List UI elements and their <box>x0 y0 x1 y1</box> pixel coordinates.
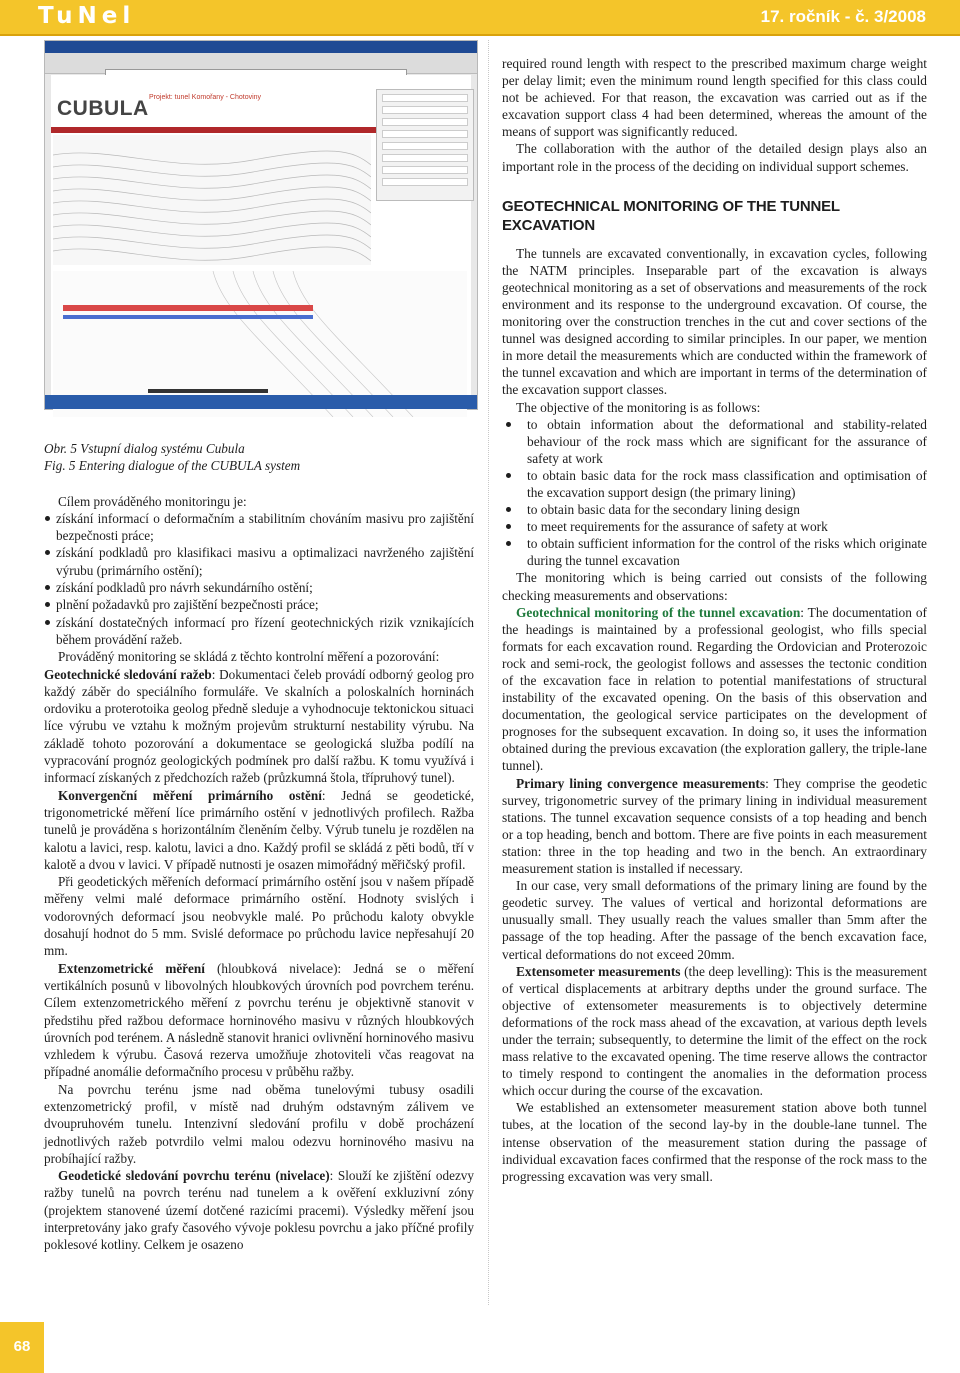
paragraph: Prováděný monitoring se skládá z těchto kontrolní měření a pozorování: <box>58 649 440 665</box>
browser-toolbar <box>45 53 477 74</box>
objectives-list-cz <box>44 510 474 648</box>
paragraph: required round length with respect to the prescribed maximum charge weight per delay limit; even the minimum round length specified for this class could not be achieved. For that reason, the excavation was carried out as if the excavation support class 4 had been determined, whereas the amount of the means of support was significantly reduced. <box>502 56 927 140</box>
list-item: získání podkladů pro klasifikaci masivu a optimalizaci navrženého zajištění výrubu (primárního ostění); <box>44 544 474 579</box>
term-surface-levelling: Geodetické sledování povrchu terénu (nivelace) <box>58 1168 330 1184</box>
figure-caption-cz: Obr. 5 Vstupní dialog systému Cubula <box>44 441 245 456</box>
list-item: získání dostatečných informací pro řízení geotechnických rizik vznikajících během provádění ražeb. <box>44 614 474 649</box>
cubula-page <box>51 75 471 395</box>
column-divider <box>488 40 489 1305</box>
taskbar <box>45 395 477 409</box>
cubula-screenshot-figure <box>44 40 478 410</box>
list-item: to meet requirements for the assurance of safety at work <box>502 518 927 535</box>
paragraph: Geodetické sledování povrchu terénu (nivelace): Slouží ke zjištění odezvy ražby tunelů na povrch terénu nad tunelem a k ověření exkluzivní zóny (projektem stanovené území dotčené razicími pracemi). Výsledky měření jsou interpretovány jako grafy časového vývoje poklesu povrchu a jako příčné profily poklesové kotliny. Celkem je osazeno <box>44 1168 474 1253</box>
paragraph: The collaboration with the author of the detailed design plays also an important role in the process of the deciding on individual support schemes. <box>502 141 927 174</box>
issue-label: 17. ročník - č. 3/2008 <box>760 7 926 26</box>
term-convergence-en: Primary lining convergence measurements <box>516 775 766 791</box>
list-item: to obtain information about the deformational and stability-related behaviour of the rock mass which are significant for the assurance of safety at work <box>502 416 927 467</box>
paragraph: Extensometer measurements (the deep levelling): This is the measurement of vertical displacements at arbitrary depths under the ground surface. The objective of extensometer measurements is to objectively determine deformations of the rock mass ahead of the excavation, at various depth levels under the terrain; subsequently, to determine the limit of the effect on the rock mass relative to the excavated opening. The time reserve allows the contractor to timely respond to contingent the anomalies in the deformation process which occur during the course of the excavation. <box>502 963 927 1099</box>
objectives-list-en <box>502 416 927 570</box>
page-number: 68 <box>13 1338 31 1355</box>
paragraph: Extenzometrické měření (hloubková nivelace): Jedná se o měření vertikálních posunů v libovolných hloubkových úrovních pod povrchem terénu. Cílem extenzometrického měření z povrchu terénu je objektivně stanovit v předstihu před ražbou deformace horninového masivu v různých hloubkových úrovních pod terénem. A následně stanovit hranici ovlivnění horninového masivu vzhledem k výrubu. Časová rezerva umožňuje zhotoviteli včas reagovat na případné anomálie deformačního procesu v průběhu ražby. <box>44 960 474 1080</box>
list-item: to obtain basic data for the secondary lining design <box>502 501 927 518</box>
paragraph: Geotechnical monitoring of the tunnel excavation: The documentation of the headings is maintained by a professional geologist, who fills special formats for each excavation round. Regarding the Ordovician and Proterozoic rock and semi-rock, the geologist follows and assesses the tectonic condition of the excavation face in relation to potential manifestations of structural instability of the excavated opening. On the basis of this observation and documentation, the geological service participates on the development of prognoses for the subsequent excavation. In doing so, it uses the information obtained during the previous excavation (the exploration gallery, the triple-lane tunnel). <box>502 604 927 774</box>
left-column-czech <box>44 440 474 1254</box>
page-number-tab <box>0 1322 44 1373</box>
term-extensometer-en: Extensometer measurements <box>516 963 681 979</box>
paragraph: The objective of the monitoring is as follows: <box>516 399 761 415</box>
monitoring-intro-cz: Cílem prováděného monitoringu je: <box>58 493 247 509</box>
dialog-form <box>376 89 474 201</box>
term-geotechnical: Geotechnické sledování ražeb <box>44 666 212 682</box>
figure-caption-en: Fig. 5 Entering dialogue of the CUBULA system <box>44 458 301 474</box>
paragraph: Geotechnické sledování ražeb: Dokumentaci čeleb provádí odborný geolog pro každý záběr do speciálního formuláře. Ve skalních a poloskalních horninách ordoviku a proterotoika geolog předně sleduje a vyhodnocuje tektonickou situaci líce výrubu ve vztahu k možným projevům strukturní nestability výrubu. Na základě tohoto pozorování a dokumentace se geologická služba podílí na vypracování prognóz geologických podmínek pro další ražbu. K tomu využívá i informací získaných z předchozích ražeb (průzkumná štola, třípruhový tunel). <box>44 666 474 786</box>
paragraph: Primary lining convergence measurements: They comprise the geodetic survey, trigonometric survey of the primary lining in individual measurement stations. The tunnel excavation sequence consists of a top heading and bench or a top heading, bench and bottom. There are five points in each measurement station: three in the top heading and two in the bench. An extraordinary measurement station is installed if necessary. <box>502 775 927 877</box>
contour-map <box>53 135 371 265</box>
cubula-logo: CUBULA <box>57 97 149 120</box>
paragraph: Konvergenční měření primárního ostění: Jedná se geodetické, trigonometrické měření líce primárního ostění v jednotlivých profilech. Ražba tunelů je prováděna s horizontálním členěním čelby. Výrub tunelu je rozdělen na kalotu a lavici, resp. kalotu, lavici a dno. Každý profil se skládá z pěti bodů, tří v kalotě a dvou v lavici. V případě nutnosti je osazen mimořádný měřičský profil. <box>44 787 474 872</box>
paragraph: Při geodetických měřeních deformací primárního ostění jsou v našem případě měřeny velmi malé deformace primárního ostění. Hodnoty svislých i vodorovných deformací jsou neobvykle malé. Po průchodu kaloty obvykle dosahují hodnot do 5 mm. Svislé deformace po průchodu lavice nepřesahují 20 mm. <box>44 874 474 959</box>
list-item: to obtain basic data for the rock mass classification and optimisation of the excavation support design (the primary lining) <box>502 467 927 501</box>
right-column-english <box>502 55 927 1185</box>
list-item: získání podkladů pro návrh sekundárního ostění; <box>44 579 474 596</box>
project-label: Projekt: tunel Komořany - Chotoviny <box>149 94 262 101</box>
journal-header <box>0 0 960 36</box>
paragraph: The monitoring which is being carried out consists of the following checking measurements and observations: <box>502 570 927 603</box>
paragraph: In our case, very small deformations of the primary lining are found by the geodetic survey. The values of vertical and horizontal deformations are unusually small. They usually reach the values smaller than 5mm after the passage of the top heading. After the passage of the bench excavation face, vertical deformations do not exceed 20mm. <box>502 878 927 962</box>
list-item: to obtain sufficient information for the control of the risks which originate during the tunnel excavation <box>502 535 927 569</box>
section-heading: GEOTECHNICAL MONITORING OF THE TUNNEL EXCAVATION <box>502 197 840 234</box>
paragraph: We established an extensometer measurement station above both tunnel tubes, at the location of the second lay-by in the double-lane tunnel. The intense observation of the measurement station during the passage of individual excavation faces confirmed that the response of the rock mass to the progressing excavation was very small. <box>502 1100 927 1184</box>
window-titlebar <box>45 41 477 53</box>
term-geotechnical-en: Geotechnical monitoring of the tunnel excavation <box>516 604 801 620</box>
paragraph: The tunnels are excavated conventionally, in excavation cycles, following the NATM principles. Inseparable part of the excavation is always geotechnical monitoring as a set of observations and measurements of the rock environment and its response to the underground excavation. Of course, the monitoring over the construction trenches in the cut and cover sections of the tunnel was designed according to similar principles. In our paper, we mention in more detail the measurements which are conducted within the framework of the tunnel excavation and which are important in terms of the determination of the excavation support classes. <box>502 245 927 398</box>
term-extensometer: Extenzometrické měření <box>58 960 205 976</box>
list-item: získání informací o deformačním a stabilitním chováním masivu pro zajištění bezpečnosti práce; <box>44 510 474 545</box>
paragraph: Na povrchu terénu jsme nad oběma tunelovými tubusy osadili extenzometrický profil, v místě nad druhým odstavným zálivem ve dvoupruhovém tunelu. Intenzivní sledování profilu v době procházení jednotlivých ražeb potvrdilo velmi malou odezvu horninového masivu na probíhající ražby. <box>44 1081 474 1166</box>
journal-logo: TuNel <box>38 3 136 29</box>
term-convergence: Konvergenční měření primárního ostění <box>58 787 322 803</box>
list-item: plnění požadavků pro zajištění bezpečnosti práce; <box>44 596 474 613</box>
